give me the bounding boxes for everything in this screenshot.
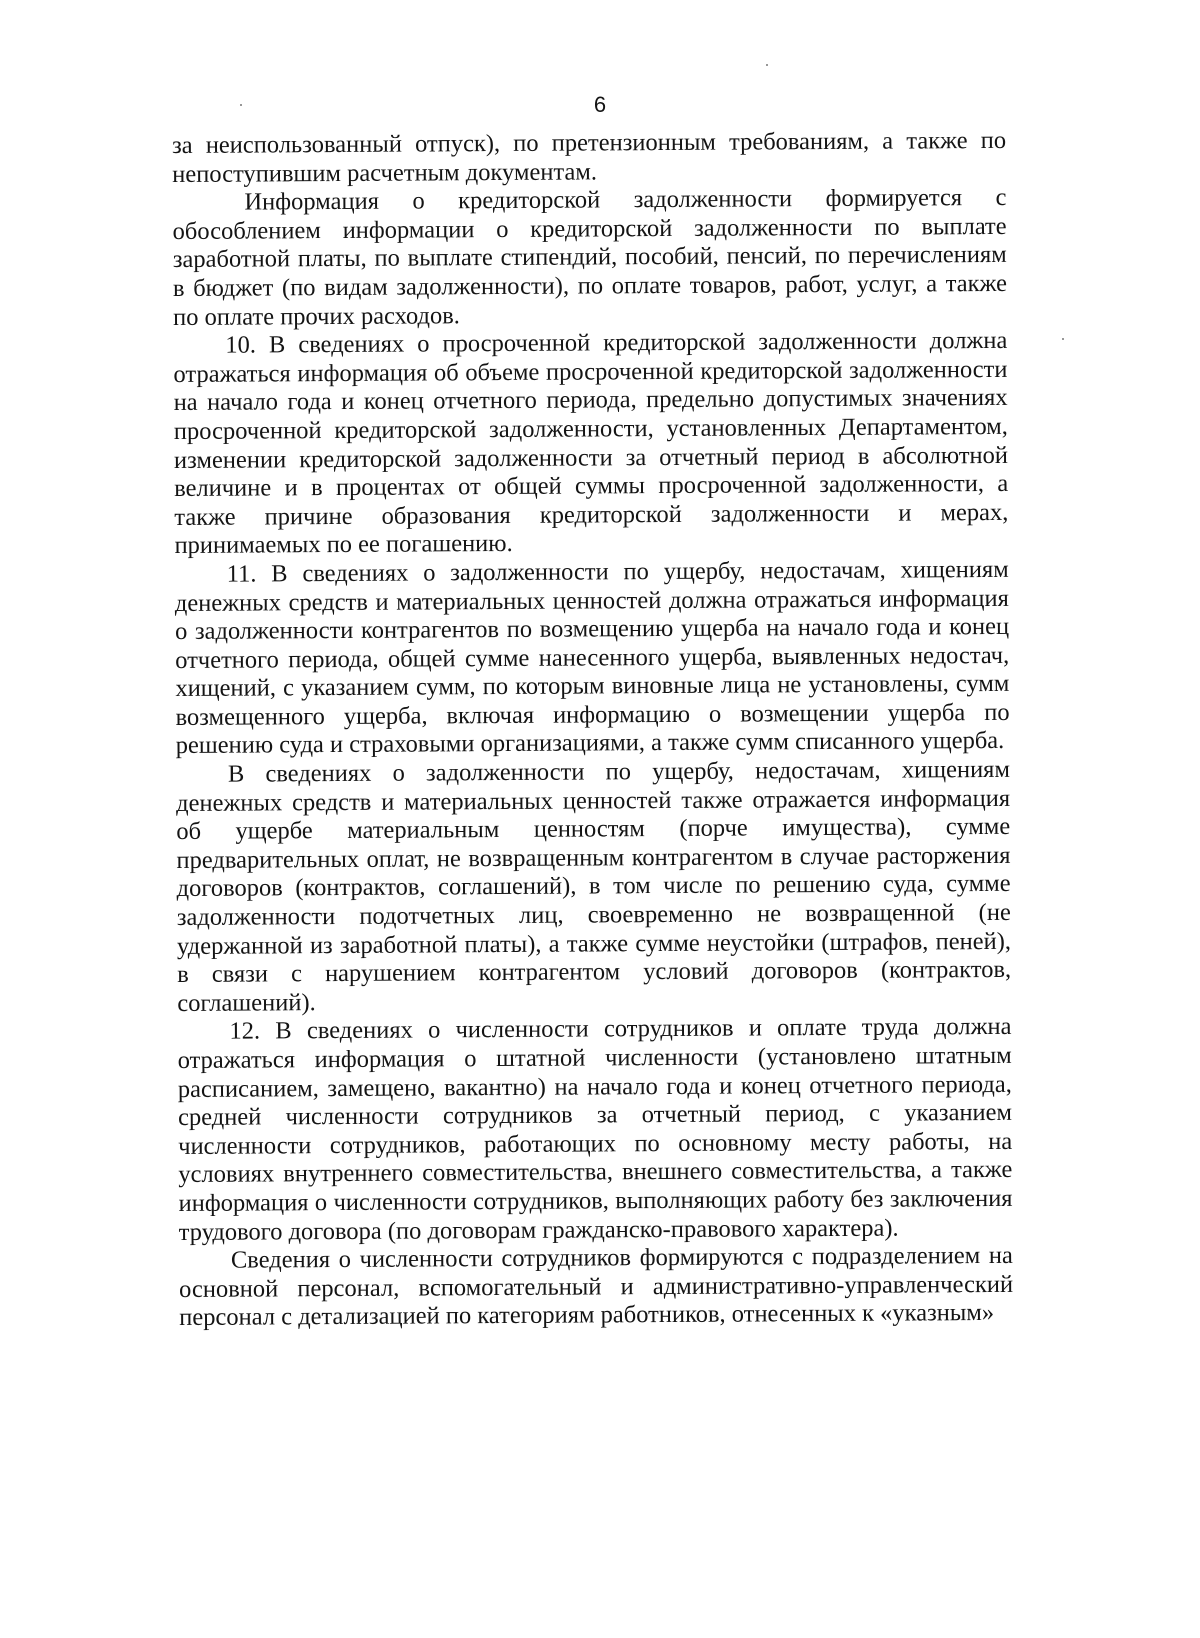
paragraph-continuation: за неиспользованный отпуск), по претензионным требованиям, а также по непоступившим расчетным документам.: [172, 126, 1007, 188]
paragraph-item-12: 12. В сведениях о численности сотрудников и оплате труда должна отражаться информация о штатной численности (установлено штатным расписанием, замещено, вакантно) на начало года и конец отчетного периода, средней численности сотрудников за отчетный период, с указанием численности сотрудников, работающих по основному месту работы, на условиях внутреннего совместительства, внешнего совместительства, а также информация о численности сотрудников, выполняющих работу без заключения трудового договора (по договорам гражданско-правового характера).: [177, 1013, 1013, 1246]
scan-speck: [240, 104, 242, 106]
paragraph-damage-info: В сведениях о задолженности по ущербу, недостачам, хищениям денежных средств и материальных ценностей также отражается информация об ущербе материальным ценностям (порче имущества), сумме предварительных оплат, не возвращенным контрагентом в случае расторжения договоров (контрактов, соглашений), в том числе по решению суда, сумме задолженности подотчетных лиц, своевременно не возвращенной (не удержанной из заработной платы), а также сумме неустойки (штрафов, пеней), в связи с нарушением контрагентом условий договоров (контрактов, соглашений).: [176, 755, 1012, 1017]
paragraph-item-11: 11. В сведениях о задолженности по ущербу, недостачам, хищениям денежных средств и материальных ценностей должна отражаться информация о задолженности контрагентов по возмещению ущерба на начало года и конец отчетного периода, общей сумме нанесенного ущерба, выявленных недостач, хищений, с указанием сумм, по которым виновные лица не установлены, сумм возмещенного ущерба, включая информацию о возмещении ущерба по решению суда и страховыми организациями, а также сумм списанного ущерба.: [174, 555, 1010, 760]
scan-speck: [1062, 338, 1064, 340]
page-number: 6: [593, 92, 607, 117]
paragraph-item-10: 10. В сведениях о просроченной кредиторской задолженности должна отражаться информация об объеме просроченной кредиторской задолженности на начало года и конец отчетного периода, предельно допустимых значениях просроченной кредиторской задолженности, установленных Департаментом, изменении кредиторской задолженности за отчетный период в абсолютной величине и в процентах от общей суммы просроченной задолженности, а также причине образования кредиторской задолженности и мерах, принимаемых по ее погашению.: [173, 327, 1009, 560]
scan-speck: [766, 64, 768, 66]
paragraph-creditor-info: Информация о кредиторской задолженности формируется с обособлением информации о кредиторской задолженности по выплате заработной платы, по выплате стипендий, пособий, пенсий, по перечислениям в бюджет (по видам задолженности), по оплате товаров, работ, услуг, а также по оплате прочих расходов.: [172, 184, 1008, 331]
document-body: [172, 127, 1013, 1333]
paragraph-staff-info: Сведения о численности сотрудников формируются с подразделением на основной персонал, вспомогательный и административно-управленческий персонал с детализацией по категориям работников, отнесенных к «указным»: [178, 1242, 1014, 1332]
